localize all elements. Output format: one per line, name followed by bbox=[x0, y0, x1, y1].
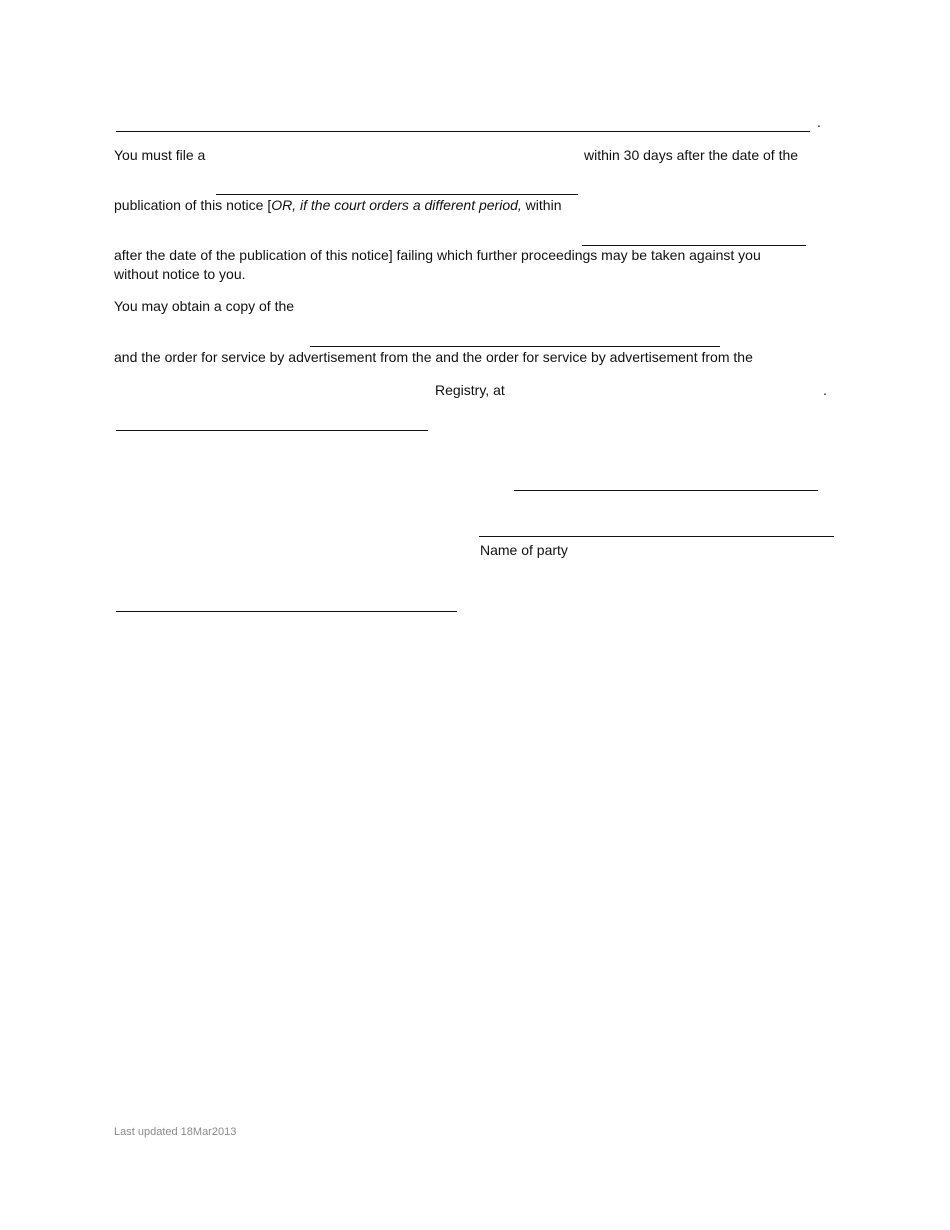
date-blank-line[interactable] bbox=[116, 611, 457, 612]
signature-blank-line[interactable] bbox=[514, 490, 818, 491]
within-30-days-text: within 30 days after the date of the bbox=[584, 147, 799, 163]
publication-text bbox=[114, 197, 561, 214]
document-type-field[interactable] bbox=[214, 145, 580, 163]
registry-address-field[interactable] bbox=[512, 380, 820, 398]
without-notice-text: without notice to you. bbox=[114, 266, 246, 282]
name-of-party-blank-line[interactable] bbox=[479, 536, 834, 537]
court-orders-italic: OR, if the court orders a different period, bbox=[271, 197, 522, 213]
publication-prefix: publication of this notice [ bbox=[114, 197, 272, 213]
registry-at-label: Registry, at bbox=[435, 382, 505, 398]
name-of-party-label: Name of party bbox=[480, 542, 568, 558]
within-text: within bbox=[521, 197, 562, 213]
line2-top-blank[interactable] bbox=[216, 194, 578, 195]
document-copy-field[interactable] bbox=[308, 296, 720, 314]
order-for-service-text: and the order for service by advertisement from the and the order for service by advertisement from the bbox=[114, 349, 753, 365]
top-blank-line[interactable] bbox=[116, 131, 810, 132]
registry-name-field[interactable] bbox=[116, 380, 428, 398]
period-blank-line[interactable] bbox=[582, 245, 806, 246]
document-copy-blank-line[interactable] bbox=[310, 346, 720, 347]
must-file-label: You must file a bbox=[114, 147, 206, 163]
top-period: . bbox=[817, 114, 821, 130]
registry-name-blank-line[interactable] bbox=[116, 430, 428, 431]
registry-period: . bbox=[823, 382, 827, 398]
obtain-copy-label: You may obtain a copy of the bbox=[114, 298, 295, 314]
failing-proceedings-text: after the date of the publication of this notice] failing which further proceedings may be taken against you bbox=[114, 247, 761, 263]
last-updated-footer: Last updated 18Mar2013 bbox=[114, 1126, 237, 1138]
